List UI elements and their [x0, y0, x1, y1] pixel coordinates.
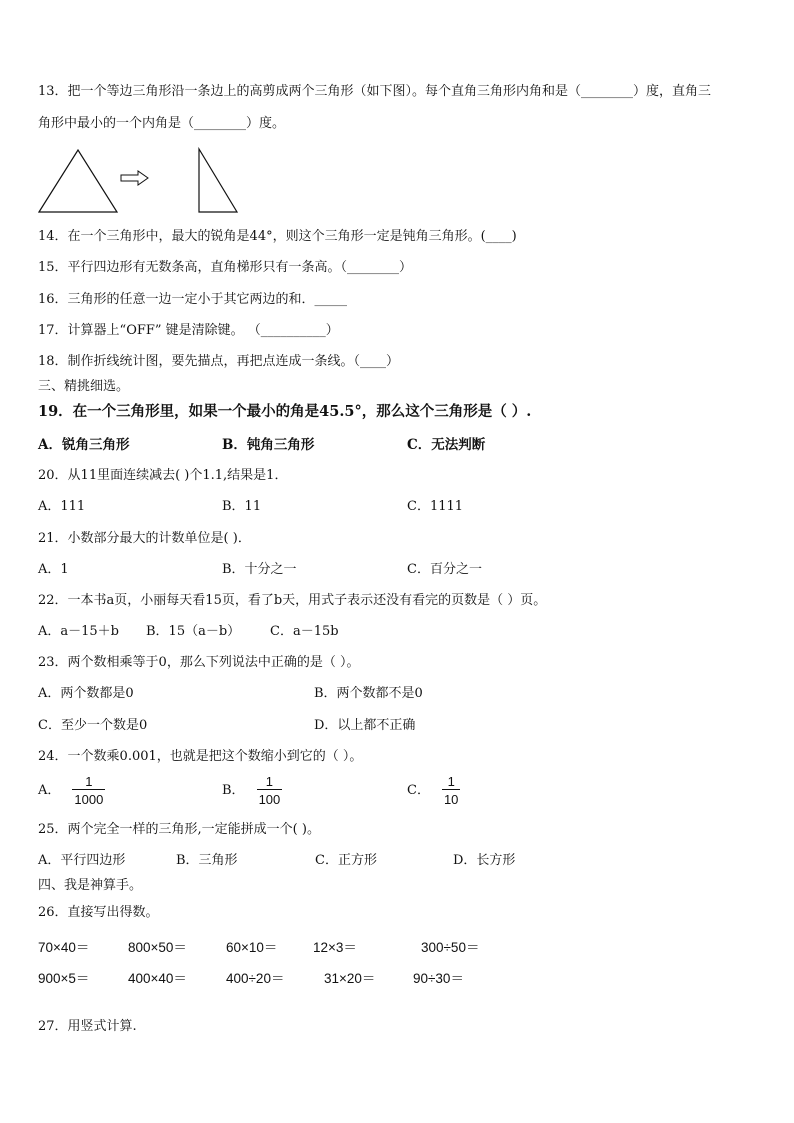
calc-item: 800×50＝	[128, 940, 187, 955]
fraction-numerator: 1	[85, 774, 93, 789]
question-24: 24．一个数乘0.001，也就是把这个数缩小到它的（ ）。	[38, 749, 363, 764]
question-20: 20．从11里面连续减去( )个1.1,结果是1．	[38, 468, 288, 483]
question-15: 15．平行四边形有无数条高，直角梯形只有一条高。（________）	[38, 260, 413, 275]
q24-option-b	[222, 774, 282, 807]
fraction-denominator: 100	[257, 789, 283, 807]
q24-option-b-label: B．	[222, 783, 245, 798]
q20-option-a: A．111	[38, 499, 86, 514]
q23-option-d: D．以上都不正确	[314, 718, 416, 733]
calc-item: 12×3＝	[313, 940, 357, 955]
q22-option-b: B．15（a－b）	[146, 624, 241, 639]
q24-option-b-fraction	[257, 774, 283, 807]
fraction-numerator: 1	[447, 774, 455, 789]
q20-option-b: B．11	[222, 499, 262, 514]
section-3-heading: 三、精挑细选。	[38, 379, 130, 394]
q23-option-c: C．至少一个数是0	[38, 718, 148, 733]
q25-option-b: B．三角形	[176, 853, 238, 868]
q22-option-a: A．a－15＋b	[38, 624, 120, 639]
q24-option-c-label: C．	[407, 783, 430, 798]
fraction-denominator: 1000	[72, 789, 105, 807]
q19-option-b: B．钝角三角形	[222, 437, 315, 453]
question-25: 25．两个完全一样的三角形,一定能拼成一个( )。	[38, 822, 320, 837]
q24-option-a	[38, 774, 105, 807]
q21-option-b: B．十分之一	[222, 562, 297, 577]
question-27: 27．用竖式计算.	[38, 1019, 137, 1034]
question-23: 23．两个数相乘等于0，那么下列说法中正确的是（ ）。	[38, 655, 360, 670]
q24-option-a-fraction	[72, 774, 105, 807]
q19-option-c: C．无法判断	[407, 437, 486, 453]
right-triangle-figure	[194, 146, 240, 216]
calc-item: 70×40＝	[38, 940, 90, 955]
question-26: 26．直接写出得数。	[38, 905, 159, 920]
fraction-denominator: 10	[442, 789, 460, 807]
question-21: 21．小数部分最大的计数单位是( )．	[38, 531, 251, 546]
calc-item: 400×40＝	[128, 971, 187, 986]
calc-item: 400÷20＝	[226, 971, 285, 986]
q23-option-a: A．两个数都是0	[38, 686, 134, 701]
q21-option-a: A．1	[38, 562, 69, 577]
question-13-line1: 13．把一个等边三角形沿一条边上的高剪成两个三角形（如下图）。每个直角三角形内角和是（________）度，直角三	[38, 84, 712, 99]
question-14: 14．在一个三角形中，最大的锐角是44°，则这个三角形一定是钝角三角形。(____)	[38, 229, 517, 244]
q22-option-c: C．a－15b	[270, 624, 339, 639]
equilateral-triangle-figure	[36, 146, 120, 216]
question-18: 18．制作折线统计图，要先描点，再把点连成一条线。（____）	[38, 354, 400, 369]
question-19: 19．在一个三角形里，如果一个最小的角是45.5°，那么这个三角形是（ ）.	[38, 403, 532, 420]
fraction-numerator: 1	[265, 774, 274, 789]
section-4-heading: 四、我是神算手。	[38, 878, 143, 893]
calc-item: 90÷30＝	[413, 971, 464, 986]
question-16: 16．三角形的任意一边一定小于其它两边的和．_____	[38, 292, 348, 307]
q24-option-a-label: A．	[38, 783, 61, 798]
q23-option-b: B．两个数都不是0	[314, 686, 423, 701]
calc-item: 60×10＝	[226, 940, 278, 955]
q20-option-c: C．1111	[407, 499, 464, 514]
q19-option-a: A．锐角三角形	[38, 437, 130, 453]
calc-item: 900×5＝	[38, 971, 90, 986]
q24-option-c-fraction	[442, 774, 460, 807]
calc-item: 300÷50＝	[421, 940, 480, 955]
question-17: 17．计算器上“OFF” 键是清除键。 （__________）	[38, 323, 339, 338]
right-arrow-icon	[120, 170, 150, 186]
q24-option-c	[407, 774, 460, 807]
question-13-line2: 角形中最小的一个内角是（________）度。	[38, 116, 286, 131]
q25-option-d: D．长方形	[453, 853, 516, 868]
q25-option-a: A．平行四边形	[38, 853, 126, 868]
question-22: 22．一本书a页，小丽每天看15页，看了b天，用式子表示还没有看完的页数是（ ）页。	[38, 593, 547, 608]
q21-option-c: C．百分之一	[407, 562, 482, 577]
calc-item: 31×20＝	[324, 971, 376, 986]
q25-option-c: C．正方形	[315, 853, 377, 868]
